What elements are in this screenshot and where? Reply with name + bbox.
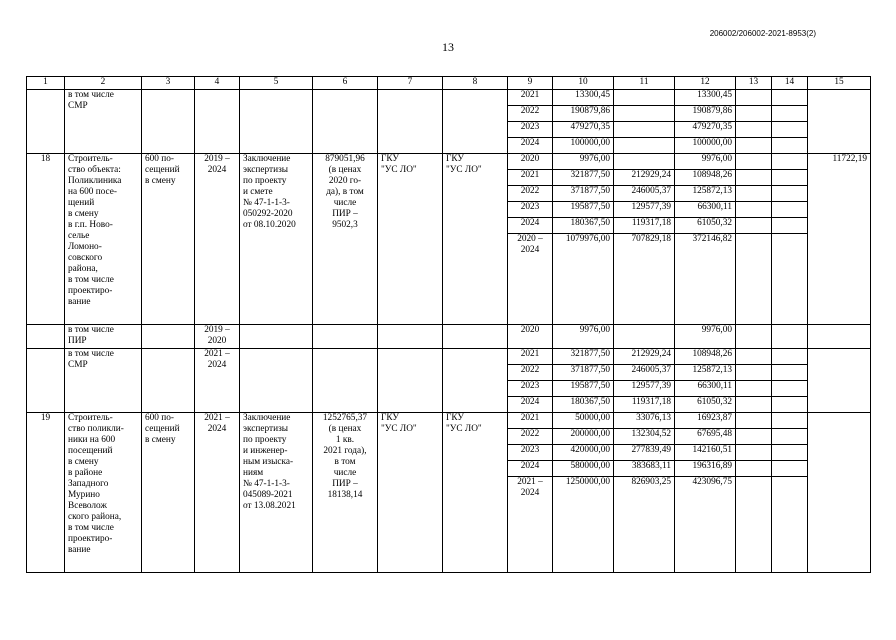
object-name-cell: Строитель- ство поликли- ники на 600 посещений в смену в районе Западного Мурино Всеволож ского района, в том числе проектиро- вание [65, 413, 142, 573]
regional-cell: 61050,32 [675, 218, 736, 234]
column-header: 14 [772, 77, 808, 90]
empty-cell [736, 413, 772, 429]
empty-cell [808, 413, 871, 573]
period-cell: 2021 – 2024 [195, 413, 240, 573]
total-cell: 580000,00 [553, 461, 614, 477]
empty-cell [736, 122, 772, 138]
federal-cell: 246005,37 [614, 365, 675, 381]
empty-cell [443, 349, 508, 413]
regional-cell: 125872,13 [675, 186, 736, 202]
regional-cell: 9976,00 [675, 325, 736, 349]
empty-cell [772, 461, 808, 477]
column-header: 3 [142, 77, 195, 90]
total-cell: 1250000,00 [553, 477, 614, 573]
year-cell: 2021 [508, 349, 553, 365]
year-cell: 2020 [508, 325, 553, 349]
total-cell: 420000,00 [553, 445, 614, 461]
total-cell: 479270,35 [553, 122, 614, 138]
column-header: 13 [736, 77, 772, 90]
object-name-cell: в том числе ПИР [65, 325, 142, 349]
table-row [27, 413, 871, 429]
empty-cell [736, 477, 772, 573]
empty-cell [736, 186, 772, 202]
empty-cell [772, 349, 808, 365]
capacity-cell: 600 по- сещений в смену [142, 154, 195, 325]
empty-cell [736, 429, 772, 445]
column-header: 8 [443, 77, 508, 90]
regional-cell: 66300,11 [675, 202, 736, 218]
column-header: 9 [508, 77, 553, 90]
empty-cell [240, 90, 313, 154]
empty-cell [736, 325, 772, 349]
empty-cell [240, 349, 313, 413]
column-header: 4 [195, 77, 240, 90]
total-cell: 9976,00 [553, 325, 614, 349]
total-cell: 50000,00 [553, 413, 614, 429]
empty-cell [142, 90, 195, 154]
total-cell: 100000,00 [553, 138, 614, 154]
federal-cell: 246005,37 [614, 186, 675, 202]
total-cell: 200000,00 [553, 429, 614, 445]
developer-cell: ГКУ "УС ЛО" [443, 154, 508, 325]
empty-cell [772, 122, 808, 138]
year-cell: 2023 [508, 445, 553, 461]
object-name-cell: в том числе СМР [65, 349, 142, 413]
year-cell: 2020 [508, 154, 553, 170]
expertise-cell: Заключение экспертизы по проекту и инженер- ным изыска- ниям № 47-1-1-3- 045089-2021 от 13.08.2021 [240, 413, 313, 573]
year-cell: 2021 [508, 413, 553, 429]
federal-cell: 212929,24 [614, 170, 675, 186]
total-cell: 321877,50 [553, 349, 614, 365]
column-header: 12 [675, 77, 736, 90]
regional-cell: 61050,32 [675, 397, 736, 413]
empty-cell [772, 413, 808, 429]
empty-cell [772, 234, 808, 325]
column-header: 1 [27, 77, 65, 90]
year-cell: 2022 [508, 106, 553, 122]
empty-cell [142, 349, 195, 413]
empty-cell [195, 90, 240, 154]
period-cell: 2021 – 2024 [195, 349, 240, 413]
expertise-cell: Заключение экспертизы по проекту и смете № 47-1-1-3- 050292-2020 от 08.10.2020 [240, 154, 313, 325]
total-cell: 321877,50 [553, 170, 614, 186]
federal-cell [614, 106, 675, 122]
cost-cell: 879051,96 (в ценах 2020 го- да), в том числе ПИР – 9502,3 [313, 154, 378, 325]
row-number-cell: 18 [27, 154, 65, 325]
year-cell: 2022 [508, 186, 553, 202]
total-cell: 13300,45 [553, 90, 614, 106]
regional-cell: 108948,26 [675, 349, 736, 365]
empty-cell [772, 397, 808, 413]
empty-cell [772, 429, 808, 445]
empty-cell [772, 381, 808, 397]
empty-cell [736, 170, 772, 186]
federal-cell [614, 138, 675, 154]
regional-cell: 13300,45 [675, 90, 736, 106]
empty-cell [27, 325, 65, 349]
regional-cell: 108948,26 [675, 170, 736, 186]
empty-cell [378, 90, 443, 154]
column-header: 11 [614, 77, 675, 90]
federal-cell: 119317,18 [614, 397, 675, 413]
cost-cell: 1252765,37 (в ценах 1 кв. 2021 года), в том числе ПИР – 18138,14 [313, 413, 378, 573]
federal-cell: 119317,18 [614, 218, 675, 234]
federal-cell: 383683,11 [614, 461, 675, 477]
regional-cell: 67695,48 [675, 429, 736, 445]
empty-cell [736, 445, 772, 461]
empty-cell [378, 349, 443, 413]
table-row [27, 154, 871, 170]
empty-cell [772, 365, 808, 381]
empty-cell [313, 90, 378, 154]
total-cell: 180367,50 [553, 218, 614, 234]
federal-cell: 707829,18 [614, 234, 675, 325]
year-cell: 2023 [508, 381, 553, 397]
row-number-cell: 19 [27, 413, 65, 573]
table-row [27, 90, 871, 106]
empty-cell [736, 234, 772, 325]
capacity-cell: 600 по- сещений в смену [142, 413, 195, 573]
year-cell: 2023 [508, 202, 553, 218]
empty-cell [772, 218, 808, 234]
empty-cell [772, 106, 808, 122]
empty-cell [736, 397, 772, 413]
total-cell: 195877,50 [553, 202, 614, 218]
empty-cell [772, 186, 808, 202]
column-header: 6 [313, 77, 378, 90]
column-header: 2 [65, 77, 142, 90]
regional-cell: 66300,11 [675, 381, 736, 397]
year-cell: 2022 [508, 365, 553, 381]
empty-cell [772, 170, 808, 186]
total-cell: 180367,50 [553, 397, 614, 413]
regional-cell: 100000,00 [675, 138, 736, 154]
empty-cell [240, 325, 313, 349]
empty-cell [27, 349, 65, 413]
federal-cell: 129577,39 [614, 202, 675, 218]
empty-cell [736, 365, 772, 381]
total-cell: 371877,50 [553, 186, 614, 202]
federal-cell [614, 154, 675, 170]
total-cell: 9976,00 [553, 154, 614, 170]
federal-cell: 132304,52 [614, 429, 675, 445]
empty-cell [142, 325, 195, 349]
empty-cell [772, 138, 808, 154]
empty-cell [313, 349, 378, 413]
federal-cell [614, 325, 675, 349]
empty-cell [736, 218, 772, 234]
year-cell: 2021 – 2024 [508, 477, 553, 573]
empty-cell [313, 325, 378, 349]
empty-cell [443, 325, 508, 349]
empty-cell [772, 90, 808, 106]
year-cell: 2021 [508, 90, 553, 106]
regional-cell: 9976,00 [675, 154, 736, 170]
value-cell: 11722,19 [808, 154, 871, 325]
row-number-cell [27, 90, 65, 154]
federal-cell: 277839,49 [614, 445, 675, 461]
total-cell: 1079976,00 [553, 234, 614, 325]
table-row [27, 325, 871, 349]
year-cell: 2024 [508, 218, 553, 234]
total-cell: 371877,50 [553, 365, 614, 381]
total-cell: 190879,86 [553, 106, 614, 122]
column-header: 7 [378, 77, 443, 90]
year-cell: 2022 [508, 429, 553, 445]
year-cell: 2024 [508, 397, 553, 413]
empty-cell [378, 325, 443, 349]
empty-cell [736, 381, 772, 397]
period-cell: 2019 – 2020 [195, 325, 240, 349]
period-cell: 2019 – 2024 [195, 154, 240, 325]
empty-cell [772, 477, 808, 573]
table-row [27, 349, 871, 365]
empty-cell [736, 349, 772, 365]
empty-cell [443, 90, 508, 154]
empty-cell [736, 202, 772, 218]
empty-cell [736, 106, 772, 122]
header-row [27, 77, 871, 90]
empty-cell [808, 349, 871, 413]
federal-cell: 826903,25 [614, 477, 675, 573]
regional-cell: 16923,87 [675, 413, 736, 429]
empty-cell [772, 445, 808, 461]
regional-cell: 196316,89 [675, 461, 736, 477]
developer-cell: ГКУ "УС ЛО" [443, 413, 508, 573]
empty-cell [736, 154, 772, 170]
investment-table [26, 76, 871, 573]
federal-cell: 212929,24 [614, 349, 675, 365]
regional-cell: 125872,13 [675, 365, 736, 381]
empty-cell [772, 325, 808, 349]
document-reference: 206002/206002-2021-8953(2) [709, 29, 816, 38]
regional-cell: 190879,86 [675, 106, 736, 122]
year-cell: 2020 – 2024 [508, 234, 553, 325]
customer-cell: ГКУ "УС ЛО" [378, 413, 443, 573]
year-cell: 2023 [508, 122, 553, 138]
empty-cell [772, 154, 808, 170]
regional-cell: 142160,51 [675, 445, 736, 461]
empty-cell [736, 138, 772, 154]
federal-cell [614, 122, 675, 138]
customer-cell: ГКУ "УС ЛО" [378, 154, 443, 325]
empty-cell [808, 325, 871, 349]
column-header: 10 [553, 77, 614, 90]
empty-cell [772, 202, 808, 218]
year-cell: 2024 [508, 461, 553, 477]
regional-cell: 372146,82 [675, 234, 736, 325]
federal-cell: 33076,13 [614, 413, 675, 429]
page-number: 13 [442, 40, 454, 54]
empty-cell [736, 90, 772, 106]
federal-cell: 129577,39 [614, 381, 675, 397]
column-header: 15 [808, 77, 871, 90]
column-header: 5 [240, 77, 313, 90]
object-name-cell: в том числе СМР [65, 90, 142, 154]
regional-cell: 423096,75 [675, 477, 736, 573]
empty-cell [736, 461, 772, 477]
year-cell: 2021 [508, 170, 553, 186]
total-cell: 195877,50 [553, 381, 614, 397]
regional-cell: 479270,35 [675, 122, 736, 138]
empty-cell [808, 90, 871, 154]
year-cell: 2024 [508, 138, 553, 154]
object-name-cell: Строитель- ство объекта: Поликлиника на 600 посе- щений в смену в г.п. Ново- сельe Ломоно- совского района, в том числе проектиро- вание [65, 154, 142, 325]
federal-cell [614, 90, 675, 106]
